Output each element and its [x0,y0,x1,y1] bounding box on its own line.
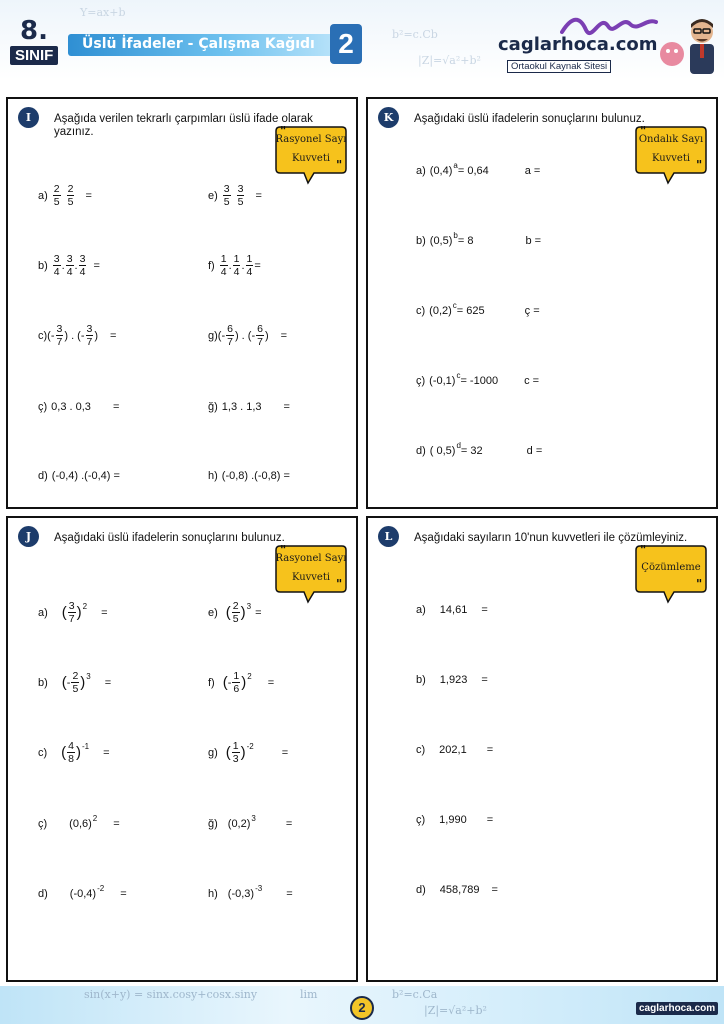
equals-sign: = [104,676,112,689]
svg-text:": " [640,124,647,138]
fraction [226,323,234,348]
svg-text:": " [336,577,343,591]
exponent: 2 [82,602,88,611]
instruction-text: Aşağıdaki sayıların 10'nun kuvvetleri ile çözümleyiniz. [414,532,688,544]
item-label: b) [38,676,48,689]
exercise-item-gg [208,401,290,413]
paren-text: (- [217,329,226,342]
denominator: 7 [56,336,63,348]
denominator: 4 [246,266,253,278]
denominator: 6 [233,683,240,695]
bubble-line: Rasyonel Sayı [275,553,347,564]
item-label: g) [208,746,218,759]
denominator: 4 [220,266,227,278]
instruction-text: Aşağıdaki üslü ifadelerin sonuçlarını bulunuz. [54,532,285,544]
denominator: 5 [53,196,60,208]
footer-decor-formula: lim [300,988,318,1001]
denominator: 7 [227,336,233,348]
power-base: ( 0,5) [429,445,456,457]
numerator: 3 [53,253,60,265]
equals-sign: = [280,329,288,342]
power-base: (-0,1) [429,375,456,387]
equals-sign: = [486,744,494,756]
fraction [220,253,228,278]
exponent: -1 [82,742,90,751]
exercise-item-a [416,604,488,616]
item-label: f) [208,259,215,272]
exercise-item-b [416,674,488,686]
fraction [223,183,231,208]
unknown-prompt: a = [524,165,541,177]
power-base: (-0,4) [69,888,97,900]
result: = 32 [460,445,483,457]
denominator: 4 [53,266,60,278]
section-badge: K [378,107,399,128]
equals-sign: = [481,674,488,686]
item-label: ğ) [208,818,218,830]
title-bar [68,34,346,56]
fraction [79,253,87,278]
item-label: b) [416,235,426,247]
power-base: (-0,3) [227,888,255,900]
exercise-item-cc [416,370,540,387]
denominator: 7 [86,336,93,348]
exercise-item-c [416,300,540,317]
item-label: a) [38,189,48,202]
item-label: a) [38,606,48,619]
equals-sign: = [110,329,117,342]
fraction [232,740,240,765]
item-label: a) [416,604,426,616]
exercise-item-e: e) ( $\frac{2}{5}$ ) 3 = [208,600,262,625]
fraction [67,183,75,208]
item-label: ç) [416,375,426,387]
exercise-panel-k [366,97,718,509]
power-base: (0,2) [227,818,251,830]
equals-sign: = [481,604,488,616]
exercise-item-b [416,230,542,247]
exponent: c [456,370,461,380]
item-label: e) [208,189,218,202]
sheet-number: 2 [330,24,362,64]
numerator: 1 [220,253,227,265]
number-value: 202,1 [439,744,467,756]
equals-sign: = [93,259,100,272]
fraction [232,670,240,695]
paren-text: ) . (- [234,329,256,342]
fraction [233,253,241,278]
footer-decor-formula: sin(x+y) = sinx.cosy+cosx.siny [84,988,258,1001]
website-link[interactable]: caglarhoca.com [636,1002,718,1015]
grade-number: 8. [20,16,48,46]
equals-sign: = [285,818,293,830]
exercise-item-d [416,440,543,457]
numerator: 3 [237,183,244,195]
fraction [68,600,76,625]
svg-text:": " [336,158,343,172]
numerator: 1 [246,253,253,265]
denominator: 7 [68,613,75,625]
exercise-item-g: g) ( $\frac{1}{3}$ ) -2 = [208,740,289,765]
number-value: 458,789 [439,884,480,896]
item-label: h) [208,470,218,482]
denominator: 5 [72,683,79,695]
bubble-line: Rasyonel Sayı [275,134,347,145]
expression: (-0,4) .(-0,4) = [51,470,120,482]
equals-sign: = [101,606,108,619]
svg-text:": " [640,543,647,557]
exercise-item-b: b) $\frac{3}{4}$ . $\frac{3}{4}$ . $\frac{3}{4}$ = [38,253,100,278]
numerator: 3 [223,183,230,195]
equals-sign: = [491,884,498,896]
denominator: 4 [233,266,240,278]
expression: 1,3 . 1,3 [221,401,262,413]
item-label: c) [38,746,48,759]
numerator: 2 [53,183,60,195]
sign: - [66,676,71,689]
fraction [56,323,64,348]
exercise-item-c [38,323,116,348]
equals-sign: = [486,814,494,826]
power-base: (0,4) [429,165,453,177]
topic-speech-bubble [274,123,348,185]
grade-block [10,18,58,65]
unknown-prompt: c = [524,375,540,387]
exponent: 3 [86,672,91,681]
item-label: c) [416,744,426,756]
denominator: 5 [67,196,74,208]
numerator: 3 [66,253,73,265]
numerator: 1 [233,253,240,265]
item-label: d) [416,884,426,896]
item-label: f) [208,676,215,689]
equals-sign: = [281,746,289,759]
equals-sign: = [255,189,262,202]
denominator: 5 [237,196,244,208]
instruction-text: Aşağıdaki üslü ifadelerin sonuçlarını bulunuz. [414,113,645,125]
exercise-item-a [38,183,92,208]
expression: 0,3 . 0,3 [51,401,91,413]
bubble-line: Çözümleme [641,562,701,573]
paren-text: ) [94,329,99,342]
bubble-line: Kuvveti [291,153,331,164]
item-label: a) [416,165,426,177]
svg-text:": " [280,543,287,557]
brand-logo-text: caglarhoca.com [498,34,658,55]
number-value: 14,61 [439,604,468,616]
power-base: (0,6) [69,818,92,830]
numerator: 3 [56,323,63,335]
exercise-item-e [208,183,262,208]
numerator: 2 [67,183,74,195]
footer-decor-formula: |Z|=√a²+b² [424,1004,487,1017]
unknown-prompt: d = [526,445,543,457]
denominator: 5 [232,613,239,625]
exercise-item-d [38,470,120,482]
numerator: 2 [72,670,79,682]
svg-text:": " [696,158,703,172]
section-badge: I [18,107,39,128]
unknown-prompt: ç = [524,305,540,317]
section-badge: L [378,526,399,547]
page-number: 2 [350,996,374,1020]
item-label: g) [208,329,218,342]
numerator: 3 [86,323,93,335]
power-base: (0,5) [429,235,453,247]
header-decor-formula: Y=ax+b [80,6,126,19]
result: = 0,64 [457,165,489,177]
worksheet-title: Üslü İfadeler - Çalışma Kağıdı [82,36,315,52]
denominator: 5 [223,196,230,208]
exponent: 3 [251,813,256,823]
equals-sign: = [103,746,110,759]
number-value: 1,923 [439,674,468,686]
equals-sign: = [112,401,120,413]
svg-text:": " [280,124,287,138]
fraction [53,253,61,278]
exercise-item-d [38,883,127,900]
bubble-line: Kuvveti [291,572,331,583]
denominator: 7 [257,336,263,348]
item-label: e) [208,606,218,619]
brand-subtitle: Ortaokul Kaynak Sitesi [507,60,611,73]
item-label: ç) [416,814,426,826]
exponent: -2 [246,742,254,751]
exponent: d [456,440,461,450]
fraction [256,323,264,348]
exercise-panel-l [366,516,718,982]
exercise-panel-i [6,97,358,509]
exercise-item-b: b) ( - $\frac{2}{5}$ ) 3 = [38,670,112,695]
denominator: 4 [66,266,73,278]
equals-sign: = [120,888,127,900]
denominator: 4 [79,266,86,278]
equals-sign: = [255,606,262,619]
bubble-line: Ondalık Sayı [638,134,704,145]
exercise-item-cc [416,814,493,826]
numerator: 2 [232,600,239,612]
power-base: (0,2) [429,305,452,317]
fraction [66,253,74,278]
numerator: 3 [68,600,75,612]
equals-sign: = [254,259,261,272]
numerator: 6 [257,323,263,335]
item-label: h) [208,888,218,900]
footer-decor-formula: b²=c.Ca [392,988,438,1001]
equals-sign: = [113,818,120,830]
teacher-avatar-icon [658,14,720,76]
exercise-item-h [208,470,290,482]
number-value: 1,990 [439,814,467,826]
topic-speech-bubble [274,542,348,604]
item-label: b) [38,259,48,272]
fraction [237,183,245,208]
item-label: d) [38,888,48,900]
item-label: ç) [38,401,48,413]
fraction [67,740,75,765]
denominator: 8 [68,753,75,765]
equals-sign: = [267,676,275,689]
exercise-item-d [416,884,498,896]
exercise-item-h [208,883,293,900]
fraction [86,323,94,348]
item-label: d) [38,470,48,482]
topic-speech-bubble [634,123,708,185]
paren-text: ) [264,329,269,342]
exercise-item-a [416,160,541,177]
paren-text: (- [47,329,55,342]
exponent: -3 [255,883,263,893]
exponent: a [453,160,458,170]
equals-sign: = [286,888,293,900]
item-label: c) [416,305,426,317]
numerator: 4 [68,740,75,752]
exercise-item-gg [208,813,293,830]
paren-text: ) . (- [64,329,85,342]
result: = -1000 [460,375,499,387]
denominator: 3 [232,753,239,765]
instruction-text: Aşağıda verilen tekrarlı çarpımları üslü ifade olarak yazınız. [54,113,313,138]
numerator: 3 [79,253,86,265]
unknown-prompt: b = [525,235,542,247]
fraction [53,183,61,208]
numerator: 1 [233,670,240,682]
section-badge: J [18,526,39,547]
svg-text:": " [696,577,703,591]
item-label: b) [416,674,426,686]
exercise-item-cc [38,401,119,413]
numerator: 6 [227,323,233,335]
exercise-item-f: f) $\frac{1}{4}$ . $\frac{1}{4}$ . $\frac{1}{4}$ = [208,253,261,278]
page-header [0,0,724,80]
exponent: 2 [247,672,252,681]
numerator: 1 [232,740,239,752]
result: = 8 [457,235,474,247]
page-footer [0,986,724,1024]
exercise-panel-j [6,516,358,982]
grade-label: SINIF [10,46,58,65]
exponent: 2 [92,813,98,823]
fraction [232,600,240,625]
fraction [246,253,254,278]
header-decor-formula: |Z|=√a²+b² [418,54,481,67]
result: = 625 [456,305,485,317]
exercise-item-c: c) ( $\frac{4}{8}$ ) -1 = [38,740,110,765]
sign: - [227,676,232,689]
equals-sign: = [85,189,92,202]
fraction [71,670,79,695]
exercise-item-cc [38,813,120,830]
exercise-item-a: a) ( $\frac{3}{7}$ ) 2 = [38,600,108,625]
item-label: c) [38,329,48,342]
exercise-item-f: f) ( - $\frac{1}{6}$ ) 2 = [208,670,275,695]
equals-sign: = [283,401,290,413]
bubble-line: Kuvveti [651,153,691,164]
header-decor-formula: b²=c.Cb [392,28,438,41]
expression: (-0,8) .(-0,8) = [221,470,290,482]
exponent: b [453,230,458,240]
item-label: d) [416,445,426,457]
exercise-item-g [208,323,287,348]
topic-speech-bubble [634,542,708,604]
exponent: c [452,300,457,310]
item-label: ğ) [208,401,218,413]
exponent: -2 [97,883,105,893]
item-label: ç) [38,818,48,830]
exponent: 3 [246,602,252,611]
exercise-item-c [416,744,493,756]
